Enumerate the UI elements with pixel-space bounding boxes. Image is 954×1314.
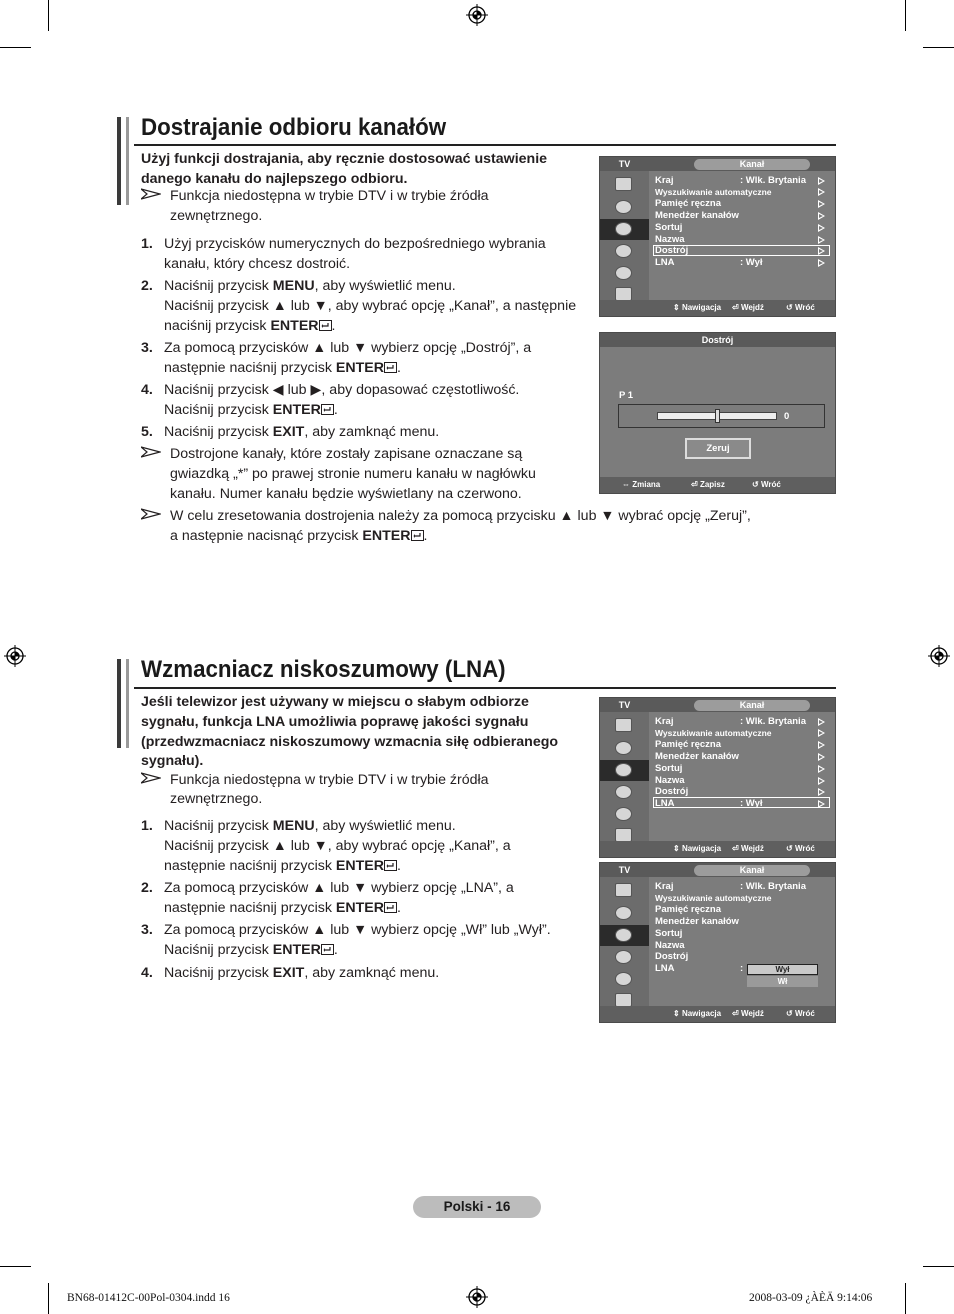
step-text: Naciśnij przycisk ◀ lub ▶, aby dopasować częstotliwość. [164,382,520,398]
registration-mark-icon [466,1286,488,1308]
note-text: gwiazdką „*” po prawej stronie numeru kanału w nagłówku [170,466,536,482]
osd-value-colon: : [740,963,744,974]
osd-channel-menu [599,862,836,1023]
step-text: Za pomocą przycisków ▲ lub ▼ wybierz opcję „Wł” lub „Wył”. [164,922,551,938]
note-text: zewnętrznego. [170,791,263,807]
osd-arrow-icon [818,788,825,796]
note-text: Funkcja niedostępna w trybie DTV i w trybie źródła [170,188,489,204]
intro-text: sygnału, funkcja LNA umożliwia poprawę jakości sygnału [141,714,529,730]
note-text: W celu zresetowania dostrojenia należy za pomocą przycisku ▲ lub ▼ wybrać opcję „Zeruj”, [170,508,751,524]
osd-arrow-icon [818,729,825,737]
osd-value-lna: : Wył [740,798,763,809]
osd-slider-thumb[interactable] [715,409,720,423]
osd-row-fine-tune[interactable]: Dostrój [655,245,689,256]
step-text: następnie naciśnij przycisk ENTER . [164,858,401,874]
intro-text: (przedwzmacniacz niskoszumowy wzmacnia siłę odbieranego [141,734,559,750]
osd-tab-label: Kanał [694,159,810,170]
osd-row-name[interactable]: Nazwa [655,234,685,245]
enter-icon [384,902,397,913]
enter-icon [321,404,334,415]
step-text: następnie naciśnij przycisk ENTER . [164,360,401,376]
page-number-badge: Polski - 16 [413,1196,541,1218]
note-arrow-icon [141,508,161,520]
step-text: Naciśnij przycisk ▲ lub ▼, aby wybrać opcję „Kanał”, a [164,838,511,854]
note-arrow-icon [141,772,161,784]
osd-row-manager[interactable]: Menedżer kanałów [655,751,739,762]
osd-row-manual[interactable]: Pamięć ręczna [655,198,722,209]
note-arrow-icon [141,446,161,458]
osd-setup-icon [600,947,649,968]
section-accent-bar [117,659,121,748]
osd-footer-save: ⏎ Zapisz [691,480,725,489]
osd-row-fine-tune[interactable]: Dostrój [655,951,689,962]
enter-icon [319,320,332,331]
step-text: Za pomocą przycisków ▲ lub ▼ wybierz opcję „LNA”, a [164,880,514,896]
enter-icon [411,530,424,541]
osd-channel-icon [600,925,649,946]
note-text: zewnętrznego. [170,208,263,224]
step-number: 2. [141,278,153,294]
registration-mark-icon [466,4,488,26]
step-number: 1. [141,236,153,252]
lna-option-on[interactable]: Wł [747,976,818,987]
osd-panel-title: Dostrój [701,335,734,345]
section-title: Wzmacniacz niskoszumowy (LNA) [141,656,506,683]
step-text: Naciśnij przycisk MENU, aby wyświetlić menu. [164,818,456,834]
step-number: 3. [141,922,153,938]
osd-picture-icon [600,715,649,736]
intro-text: Jeśli telewizor jest używany w miejscu o słabym odbiorze [141,694,529,710]
osd-value-lna: : Wył [740,257,763,268]
step-text: Naciśnij przycisk EXIT, aby zamknąć menu. [164,424,440,440]
osd-footer-back: ↺ Wróć [786,303,815,312]
intro-text: danego kanału do najlepszego odbioru. [141,171,408,187]
osd-arrow-icon [818,200,825,208]
section-accent-bar [126,117,129,205]
osd-input-icon [600,263,649,284]
osd-row-manual[interactable]: Pamięć ręczna [655,739,722,750]
osd-arrow-icon [818,765,825,773]
osd-value-kraj: : Wlk. Brytania [740,175,806,186]
step-text: Naciśnij przycisk ▲ lub ▼, aby wybrać opcję „Kanał”, a następnie [164,298,577,314]
note-text: Dostrojone kanały, które zostały zapisane oznaczane są [170,446,523,462]
osd-row-sort[interactable]: Sortuj [655,222,683,233]
step-text: Użyj przycisków numerycznych do bezpośredniego wybrania [164,236,546,252]
file-slug: BN68-01412C-00Pol-0304.indd 16 [67,1292,230,1304]
osd-row-auto-search[interactable]: Wyszukiwanie automatyczne [655,187,772,197]
osd-tab-label: Kanał [694,700,810,711]
osd-row-sort[interactable]: Sortuj [655,763,683,774]
registration-mark-icon [928,645,950,667]
osd-arrow-icon [818,753,825,761]
osd-sidebar [600,171,649,301]
crop-mark [905,1283,906,1314]
osd-footer-enter: ⏎ Wejdź [732,1009,764,1018]
osd-channel-icon [600,760,649,781]
osd-row-auto-search[interactable]: Wyszukiwanie automatyczne [655,893,772,903]
osd-picture-icon [600,880,649,901]
enter-icon [384,860,397,871]
osd-source-label: TV [618,159,631,169]
osd-tab-label: Kanał [694,865,810,876]
step-text: Naciśnij przycisk ENTER . [164,402,338,418]
crop-mark [48,1283,49,1314]
crop-mark [923,1266,954,1267]
crop-mark [905,0,906,31]
osd-sound-icon [600,903,649,924]
osd-arrow-icon [818,224,825,232]
osd-row-name[interactable]: Nazwa [655,775,685,786]
osd-row-sort[interactable]: Sortuj [655,928,683,939]
osd-sound-icon [600,738,649,759]
step-number: 4. [141,382,153,398]
osd-footer-back: ↺ Wróć [752,480,781,489]
osd-row-manual[interactable]: Pamięć ręczna [655,904,722,915]
step-number: 4. [141,965,153,981]
osd-row-lna[interactable]: LNA [655,798,675,809]
osd-fine-tune-panel [599,332,836,494]
step-text: Naciśnij przycisk ENTER . [164,942,338,958]
osd-arrow-icon [818,177,825,185]
osd-arrow-icon [818,800,825,808]
osd-row-name[interactable]: Nazwa [655,940,685,951]
osd-sound-icon [600,197,649,218]
osd-footer-back: ↺ Wróć [786,844,815,853]
registration-mark-icon [4,645,26,667]
osd-footer-nav: ⇕ Nawigacja [673,1009,722,1018]
osd-footer-enter: ⏎ Wejdź [732,844,764,853]
osd-input-icon [600,969,649,990]
crop-mark [0,1266,31,1267]
osd-channel-icon [600,219,649,240]
lna-option-off[interactable]: Wył [747,964,818,975]
step-text: następnie naciśnij przycisk ENTER . [164,900,401,916]
section-title: Dostrajanie odbioru kanałów [141,114,447,141]
osd-footer [600,477,835,493]
osd-row-manager[interactable]: Menedżer kanałów [655,916,739,927]
osd-footer-nav: ⇕ Nawigacja [673,303,722,312]
osd-input-icon [600,804,649,825]
step-number: 2. [141,880,153,896]
crop-mark [0,47,31,48]
osd-row-manager[interactable]: Menedżer kanałów [655,210,739,221]
step-number: 3. [141,340,153,356]
osd-arrow-icon [818,259,825,267]
osd-arrow-icon [818,247,825,255]
osd-source-label: TV [618,865,631,875]
osd-arrow-icon [818,718,825,726]
osd-slider-value: 0 [784,411,790,422]
osd-arrow-icon [818,188,825,196]
step-number: 1. [141,818,153,834]
osd-value-kraj: : Wlk. Brytania [740,716,806,727]
osd-row-auto-search[interactable]: Wyszukiwanie automatyczne [655,728,772,738]
intro-text: Użyj funkcji dostrajania, aby ręcznie dostosować ustawienie [141,151,548,167]
step-text: naciśnij przycisk ENTER . [164,318,336,334]
osd-channel-menu [599,697,836,858]
enter-icon [384,362,397,373]
osd-arrow-icon [818,777,825,785]
osd-footer-enter: ⏎ Wejdź [732,303,764,312]
section-rule [134,687,836,689]
note-text: a następnie nacisnąć przycisk ENTER . [170,528,428,544]
intro-text: sygnału). [141,753,204,769]
step-text: Naciśnij przycisk EXIT, aby zamknąć menu. [164,965,440,981]
osd-row-kraj[interactable]: Kraj [655,881,674,892]
osd-sidebar [600,712,649,842]
osd-sidebar [600,877,649,1007]
section-rule [134,144,836,146]
step-text: kanału, który chcesz dostroić. [164,256,351,272]
osd-channel-menu [599,156,836,317]
osd-arrow-icon [818,236,825,244]
osd-picture-icon [600,174,649,195]
osd-arrow-icon [818,212,825,220]
osd-arrow-icon [818,741,825,749]
note-text: Funkcja niedostępna w trybie DTV i w trybie źródła [170,772,489,788]
enter-icon [321,944,334,955]
section-accent-bar [126,659,129,748]
step-text: Naciśnij przycisk MENU, aby wyświetlić menu. [164,278,456,294]
osd-source-label: TV [618,700,631,710]
osd-setup-icon [600,782,649,803]
osd-row-lna[interactable]: LNA [655,257,675,268]
osd-row-lna[interactable]: LNA [655,963,675,974]
crop-mark [923,47,954,48]
reset-button[interactable]: Zeruj [685,438,751,459]
section-accent-bar [117,117,121,205]
osd-footer-change: ⇔ Zmiana [622,480,661,489]
osd-value-kraj: : Wlk. Brytania [740,881,806,892]
date-slug: 2008-03-09 ¿ÀÈÄ 9:14:06 [749,1292,873,1304]
step-text: Za pomocą przycisków ▲ lub ▼ wybierz opcję „Dostrój”, a [164,340,532,356]
osd-row-fine-tune[interactable]: Dostrój [655,786,689,797]
osd-setup-icon [600,241,649,262]
osd-footer-nav: ⇕ Nawigacja [673,844,722,853]
note-arrow-icon [141,188,161,200]
crop-mark [48,0,49,31]
osd-footer [600,1006,835,1022]
step-number: 5. [141,424,153,440]
osd-channel-label: P 1 [619,390,634,401]
osd-footer [600,841,835,857]
osd-footer-back: ↺ Wróć [786,1009,815,1018]
osd-footer [600,300,835,316]
osd-row-kraj[interactable]: Kraj [655,716,674,727]
osd-row-kraj[interactable]: Kraj [655,175,674,186]
note-text: kanału. Numer kanału będzie wyświetlany na czerwono. [170,486,522,502]
